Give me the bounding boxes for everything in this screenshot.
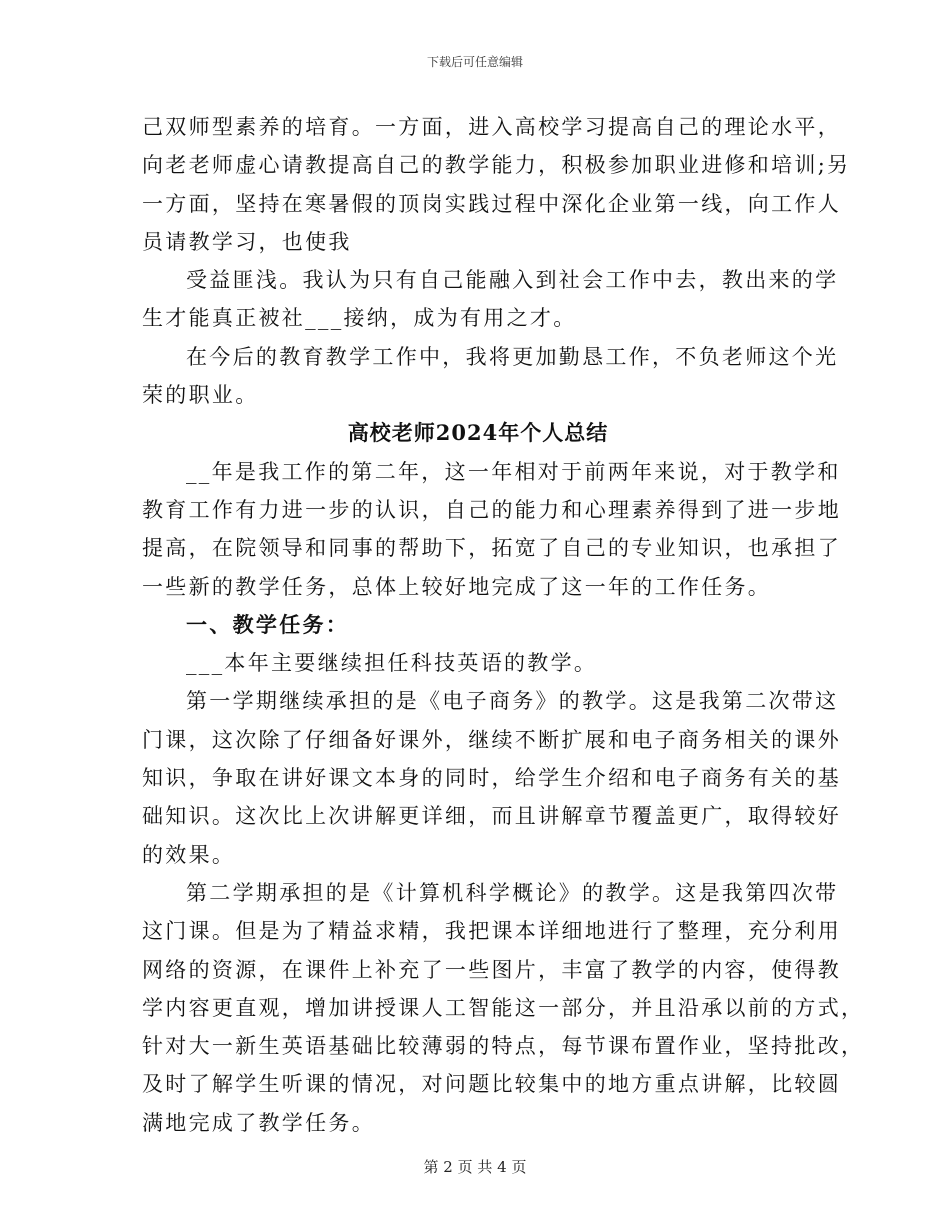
body-line: 一方面，坚持在寒暑假的顶岗实践过程中深化企业第一线，向工作人 [142,191,841,216]
section-heading: 一、教学任务： [186,611,350,637]
body-line: 满地完成了教学任务。 [142,1110,375,1135]
body-line: 向老老师虚心请教提高自己的教学能力，积极参加职业进修和培训;另 [142,153,851,178]
body-line: 受益匪浅。我认为只有自己能融入到社会工作中去，教出来的学 [186,268,839,293]
body-line: 在今后的教育教学工作中，我将更加勤恳工作，不负老师这个光 [186,344,839,369]
body-line: 础知识。这次比上次讲解更详细，而且讲解章节覆盖更广，取得较好 [142,804,841,829]
body-line: ___本年主要继续担任科技英语的教学。 [186,651,598,676]
body-line: 学内容更直观，增加讲授课人工智能这一部分，并且沿承以前的方式， [142,995,865,1020]
body-line: 知识，争取在讲好课文本身的同时，给学生介绍和电子商务有关的基 [142,766,841,791]
body-line: 提高，在院领导和同事的帮助下，拓宽了自己的专业知识，也承担了 [142,536,841,561]
body-line: 员请教学习，也使我 [142,229,352,254]
body-line: 第一学期继续承担的是《电子商务》的教学。这是我第二次带这 [186,689,839,714]
body-line: 的效果。 [142,842,236,867]
body-line: 第二学期承担的是《计算机科学概论》的教学。这是我第四次带 [186,880,839,905]
body-line: 一些新的教学任务，总体上较好地完成了这一年的工作任务。 [142,574,772,599]
page-header: 下载后可任意编辑 [426,55,523,69]
document-body [142,108,865,1142]
body-line: 及时了解学生听课的情况，对问题比较集中的地方重点讲解，比较圆 [142,1072,841,1097]
section-title: 高校老师2024年个人总结 [347,420,609,446]
body-line: 这门课。但是为了精益求精，我把课本详细地进行了整理，充分利用 [142,919,841,944]
body-line: 门课，这次除了仔细备好课外，继续不断扩展和电子商务相关的课外 [142,727,841,752]
body-line: 网络的资源，在课件上补充了一些图片，丰富了教学的内容，使得教 [142,957,841,982]
body-line: 生才能真正被社___接纳，成为有用之才。 [142,306,577,331]
body-line: __年是我工作的第二年，这一年相对于前两年来说，对于教学和 [186,459,841,484]
body-line: 针对大一新生英语基础比较薄弱的特点，每节课布置作业，坚持批改， [142,1034,865,1059]
body-line: 荣的职业。 [142,383,259,408]
body-line: 教育工作有力进一步的认识，自己的能力和心理素养得到了进一步地 [142,497,841,522]
page-footer: 第 2 页 共 4 页 [423,1158,527,1176]
body-line: 己双师型素养的培育。一方面，进入高校学习提高自己的理论水平， [142,115,841,139]
